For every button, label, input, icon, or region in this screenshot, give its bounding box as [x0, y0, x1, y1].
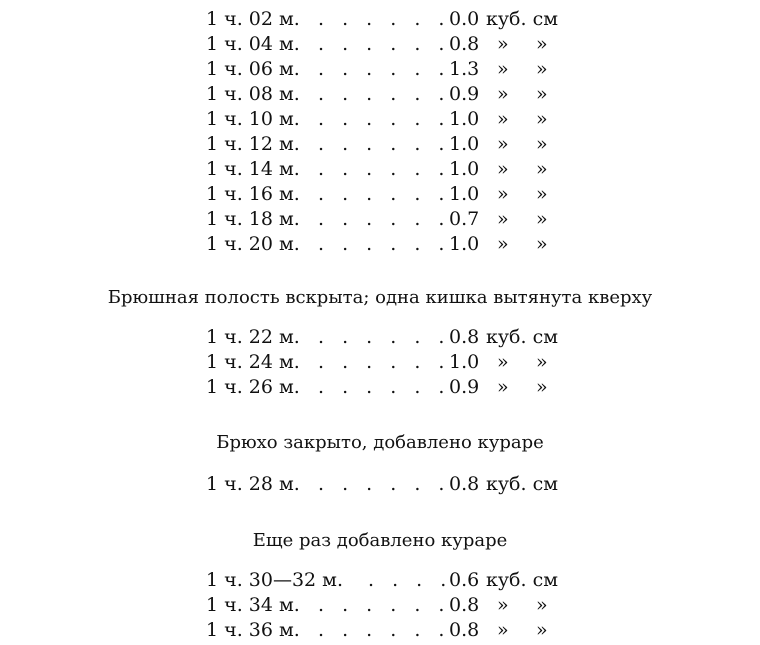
- value-cell: 1.0: [449, 133, 480, 155]
- leader-dots: . . . . . .: [318, 376, 451, 398]
- table-row: [0, 593, 760, 618]
- leader-dots: . . . . . .: [318, 58, 451, 80]
- value-cell: 0.9: [449, 376, 480, 398]
- time-cell: 1 ч. 24 м.: [206, 351, 300, 373]
- value-cell: 0.9: [449, 83, 480, 105]
- ditto-mark: »: [536, 58, 548, 80]
- leader-dots: . . . . . .: [318, 351, 451, 373]
- table-row: [0, 568, 760, 593]
- time-cell: 1 ч. 12 м.: [206, 133, 300, 155]
- ditto-mark: »: [497, 58, 509, 80]
- time-cell: 1 ч. 20 м.: [206, 233, 300, 255]
- value-cell: 1.0: [449, 233, 480, 255]
- table-row: [0, 472, 760, 497]
- ditto-mark: »: [497, 619, 509, 641]
- ditto-mark: »: [497, 108, 509, 130]
- leader-dots: . . . . . .: [318, 233, 451, 255]
- value-cell: 1.0: [449, 158, 480, 180]
- table-row: [0, 325, 760, 350]
- ditto-mark: »: [536, 183, 548, 205]
- value-cell: 1.3: [449, 58, 480, 80]
- table-row: [0, 132, 760, 157]
- ditto-mark: »: [497, 594, 509, 616]
- ditto-mark: »: [497, 183, 509, 205]
- leader-dots: . . . . . .: [318, 594, 451, 616]
- ditto-mark: »: [497, 376, 509, 398]
- section-note: Брюхо закрыто, добавлено кураре: [216, 432, 544, 453]
- unit-cell: куб. см: [486, 326, 558, 348]
- leader-dots: . . . . . .: [318, 619, 451, 641]
- time-cell: 1 ч. 06 м.: [206, 58, 300, 80]
- value-cell: 0.8: [449, 33, 480, 55]
- table-row: [0, 57, 760, 82]
- unit-cell: куб. см: [486, 473, 558, 495]
- section-note: Еще раз добавлено кураре: [252, 530, 508, 551]
- ditto-mark: »: [497, 351, 509, 373]
- value-cell: 1.0: [449, 351, 480, 373]
- time-cell: 1 ч. 34 м.: [206, 594, 300, 616]
- table-row: [0, 32, 760, 57]
- time-cell: 1 ч. 26 м.: [206, 376, 300, 398]
- leader-dots: . . . . . .: [318, 8, 451, 30]
- ditto-mark: »: [536, 376, 548, 398]
- time-cell: 1 ч. 30—32 м.: [206, 569, 343, 591]
- value-cell: 0.8: [449, 594, 480, 616]
- time-cell: 1 ч. 36 м.: [206, 619, 300, 641]
- time-cell: 1 ч. 10 м.: [206, 108, 300, 130]
- leader-dots: . . . . . .: [318, 326, 451, 348]
- ditto-mark: »: [536, 33, 548, 55]
- table-row: [0, 350, 760, 375]
- ditto-mark: »: [536, 351, 548, 373]
- ditto-mark: »: [536, 619, 548, 641]
- section-note: Брюшная полость вскрыта; одна кишка вытянута кверху: [107, 287, 653, 308]
- ditto-mark: »: [536, 133, 548, 155]
- table-row: [0, 7, 760, 32]
- ditto-mark: »: [536, 594, 548, 616]
- unit-cell: куб. см: [486, 569, 558, 591]
- value-cell: 0.0: [449, 8, 480, 30]
- leader-dots: . . . . . .: [318, 33, 451, 55]
- leader-dots: . . . . . .: [318, 208, 451, 230]
- leader-dots: . . . . . .: [318, 473, 451, 495]
- value-cell: 0.8: [449, 473, 480, 495]
- table-row: [0, 232, 760, 257]
- time-cell: 1 ч. 22 м.: [206, 326, 300, 348]
- value-cell: 0.6: [449, 569, 480, 591]
- value-cell: 0.8: [449, 326, 480, 348]
- value-cell: 0.8: [449, 619, 480, 641]
- leader-dots: . . . . . .: [318, 158, 451, 180]
- time-cell: 1 ч. 08 м.: [206, 83, 300, 105]
- leader-dots: . . . . . .: [318, 108, 451, 130]
- ditto-mark: »: [536, 158, 548, 180]
- time-cell: 1 ч. 28 м.: [206, 473, 300, 495]
- ditto-mark: »: [497, 233, 509, 255]
- leader-dots: . . . . . .: [318, 183, 451, 205]
- ditto-mark: »: [536, 208, 548, 230]
- ditto-mark: »: [497, 208, 509, 230]
- ditto-mark: »: [497, 33, 509, 55]
- leader-dots: . . . .: [368, 569, 453, 591]
- table-row: [0, 107, 760, 132]
- table-row: [0, 375, 760, 400]
- table-row: [0, 207, 760, 232]
- ditto-mark: »: [536, 83, 548, 105]
- table-row: [0, 618, 760, 643]
- leader-dots: . . . . . .: [318, 83, 451, 105]
- leader-dots: . . . . . .: [318, 133, 451, 155]
- ditto-mark: »: [536, 233, 548, 255]
- time-cell: 1 ч. 18 м.: [206, 208, 300, 230]
- ditto-mark: »: [497, 158, 509, 180]
- ditto-mark: »: [536, 108, 548, 130]
- table-row: [0, 182, 760, 207]
- time-cell: 1 ч. 02 м.: [206, 8, 300, 30]
- time-cell: 1 ч. 14 м.: [206, 158, 300, 180]
- value-cell: 1.0: [449, 108, 480, 130]
- table-row: [0, 157, 760, 182]
- ditto-mark: »: [497, 133, 509, 155]
- time-cell: 1 ч. 04 м.: [206, 33, 300, 55]
- unit-cell: куб. см: [486, 8, 558, 30]
- value-cell: 0.7: [449, 208, 480, 230]
- value-cell: 1.0: [449, 183, 480, 205]
- table-row: [0, 82, 760, 107]
- ditto-mark: »: [497, 83, 509, 105]
- time-cell: 1 ч. 16 м.: [206, 183, 300, 205]
